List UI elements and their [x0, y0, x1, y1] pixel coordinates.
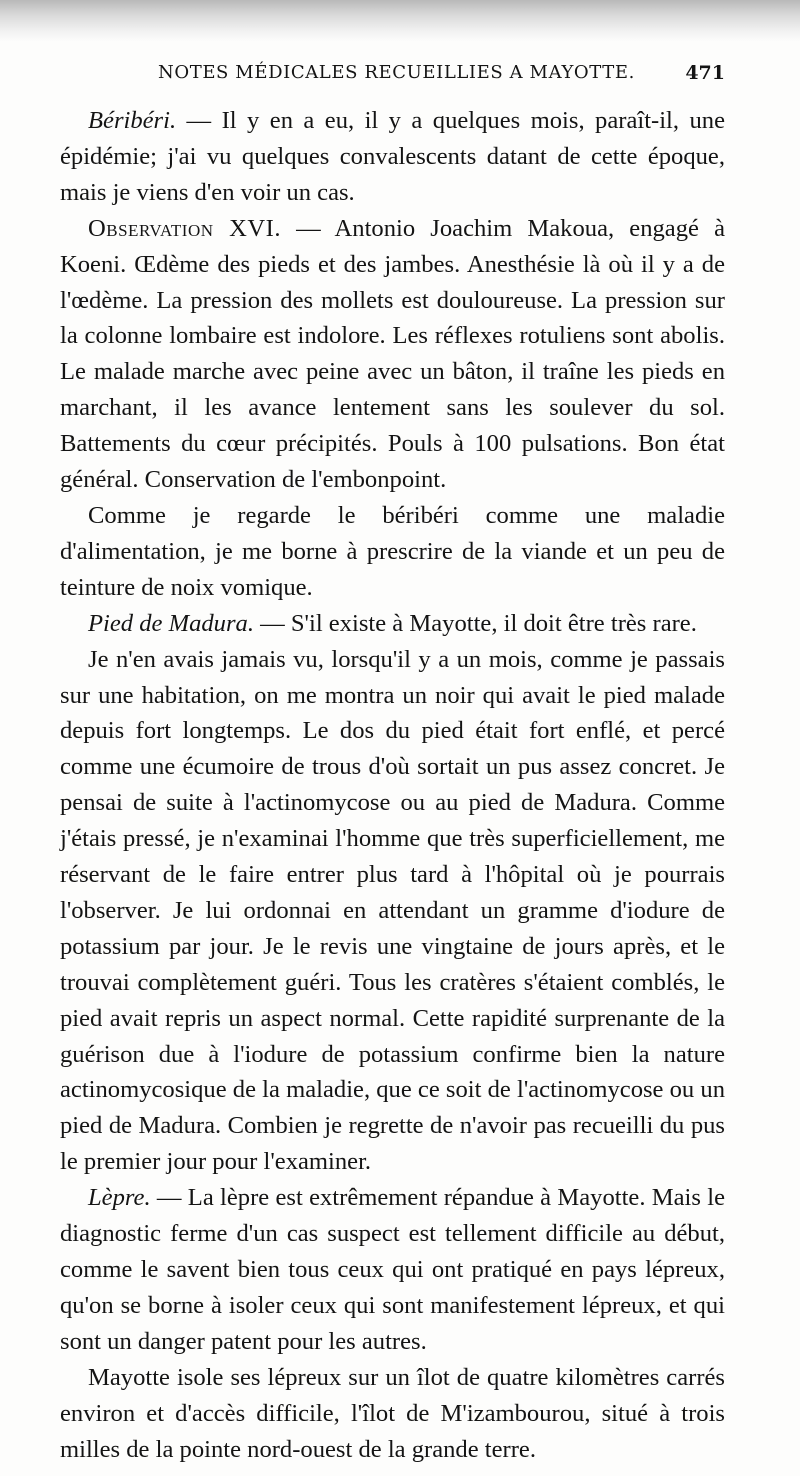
- paragraph-madura: [60, 606, 725, 642]
- page-number: 471: [685, 62, 725, 84]
- running-head: [60, 62, 725, 92]
- scan-shadow: [0, 0, 800, 42]
- paragraph-text: Comme je regarde le béribéri comme une maladie d'alimentation, je me borne à prescrire de la viande et un peu de teinture de noix vomique.: [60, 501, 725, 601]
- paragraph-treatment: [60, 498, 725, 606]
- running-title: NOTES MÉDICALES RECUEILLIES A MAYOTTE.: [158, 62, 635, 83]
- paragraph-text: — Antonio Joachim Makoua, engagé à Koeni. Œdème des pieds et des jambes. Anesthésie là où il y a de l'œdème. La pression des mollets est douloureuse. La pression sur la colonne lombaire est indolore. Les réflexes rotuliens sont abolis. Le malade marche avec peine avec un bâton, il traîne les pieds en marchant, il les avance lentement sans les soulever du sol. Battements du cœur précipités. Pouls à 100 pulsations. Bon état général. Conservation de l'embonpoint.: [60, 214, 725, 494]
- paragraph-text: Je n'en avais jamais vu, lorsqu'il y a un mois, comme je passais sur une habitation, on me montra un noir qui avait le pied malade depuis fort longtemps. Le dos du pied était fort enflé, et percé comme une écumoire de trous d'où sortait un pus assez concret. Je pensai de suite à l'actinomycose ou au pied de Madura. Comme j'étais pressé, je n'examinai l'homme que très superficiellement, me réservant de le faire entrer plus tard à l'hôpital où je pourrais l'observer. Je lui ordonnai en attendant un gramme d'iodure de potassium par jour. Je le revis une vingtaine de jours après, et le trouvai complètement guéri. Tous les cratères s'étaient comblés, le pied avait repris un aspect normal. Cette rapidité surprenante de la guérison due à l'iodure de potassium confirme bien la nature actinomycosique de la maladie, que ce soit de l'actinomycose ou un pied de Madura. Combien je regrette de n'avoir pas recueilli du pus le premier jour pour l'examiner.: [60, 645, 725, 1176]
- section-lead-madura: Pied de Madura.: [88, 609, 254, 637]
- paragraph-text: — La lèpre est extrêmement répandue à Mayotte. Mais le diagnostic ferme d'un cas suspect est tellement difficile au début, comme le savent bien tous ceux qui ont pratiqué en pays lépreux, qu'on se borne à isoler ceux qui sont manifestement lépreux, et qui sont un danger patent pour les autres.: [60, 1184, 725, 1355]
- paragraph-text: — S'il existe à Mayotte, il doit être très rare.: [253, 609, 697, 637]
- paragraph-observation: [60, 211, 725, 498]
- paragraph-text: Mayotte isole ses lépreux sur un îlot de quatre kilomètres carrés environ et d'accès difficile, l'îlot de M'izambourou, situé à trois milles de la pointe nord-ouest de la grande terre.: [60, 1363, 725, 1463]
- observation-heading: Observation XVI.: [88, 214, 281, 242]
- paragraph-madura-case: [60, 642, 725, 1181]
- paragraph-isolation: [60, 1360, 725, 1468]
- paragraph-lepre: [60, 1180, 725, 1360]
- paragraph-text: — Il y en a eu, il y a quelques mois, paraît-il, une épidémie; j'ai vu quelques convalescents datant de cette époque, mais je viens d'en voir un cas.: [60, 107, 725, 206]
- section-lead-beriberi: Béribéri.: [88, 107, 177, 134]
- section-lead-lepre: Lèpre.: [88, 1184, 151, 1212]
- paragraph-beriberi: [60, 103, 725, 211]
- body-text: [60, 103, 725, 1467]
